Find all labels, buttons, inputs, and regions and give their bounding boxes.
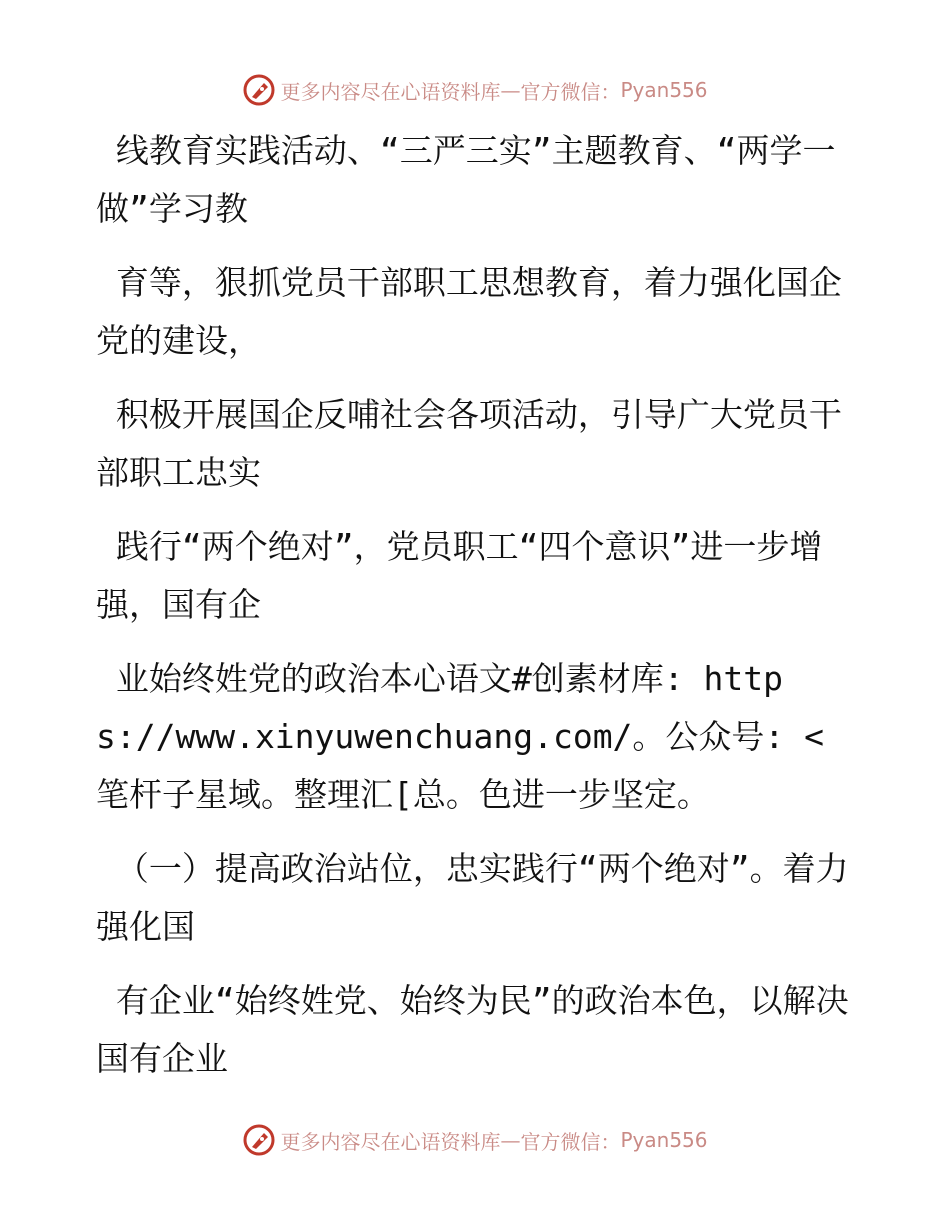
footer-banner xyxy=(0,1120,950,1160)
document-body xyxy=(96,122,856,1104)
pen-nib-icon xyxy=(242,73,276,107)
paragraph-3: 积极开展国企反哺社会各项活动，引导广大党员干部职工忠实 xyxy=(96,395,842,492)
banner-dash: — xyxy=(500,1128,521,1152)
pen-nib-icon xyxy=(242,1123,276,1157)
paragraph-4: 践行“两个绝对”，党员职工“四个意识”进一步增强，国有企 xyxy=(96,527,823,624)
banner-main-text: 更多内容尽在心语资料库 xyxy=(280,1129,501,1154)
banner-wechat-id: Pyan556 xyxy=(620,1128,708,1152)
paragraph-1: 线教育实践活动、“三严三实”主题教育、“两学一做”学习教 xyxy=(96,131,836,228)
banner-dash: — xyxy=(500,78,521,102)
banner-main-text: 更多内容尽在心语资料库 xyxy=(280,79,501,104)
paragraph-7: 有企业“始终姓党、始终为民”的政治本色，以解决国有企业 xyxy=(96,981,849,1078)
paragraph-2: 育等，狠抓党员干部职工思想教育，着力强化国企党的建设， xyxy=(96,263,842,360)
paragraph-6: （一）提高政治站位，忠实践行“两个绝对”。着力强化国 xyxy=(96,849,849,946)
paragraph-5: 业始终姓党的政治本心语文#创素材库: https://www.xinyuwenchuang.com/。公众号: <笔杆子星域。整理汇[总。色进一步坚定。 xyxy=(96,659,825,814)
banner-wechat-label: 官方微信： xyxy=(520,79,621,104)
banner-wechat-id: Pyan556 xyxy=(620,78,708,102)
header-banner xyxy=(0,70,950,110)
banner-wechat-label: 官方微信： xyxy=(520,1129,621,1154)
